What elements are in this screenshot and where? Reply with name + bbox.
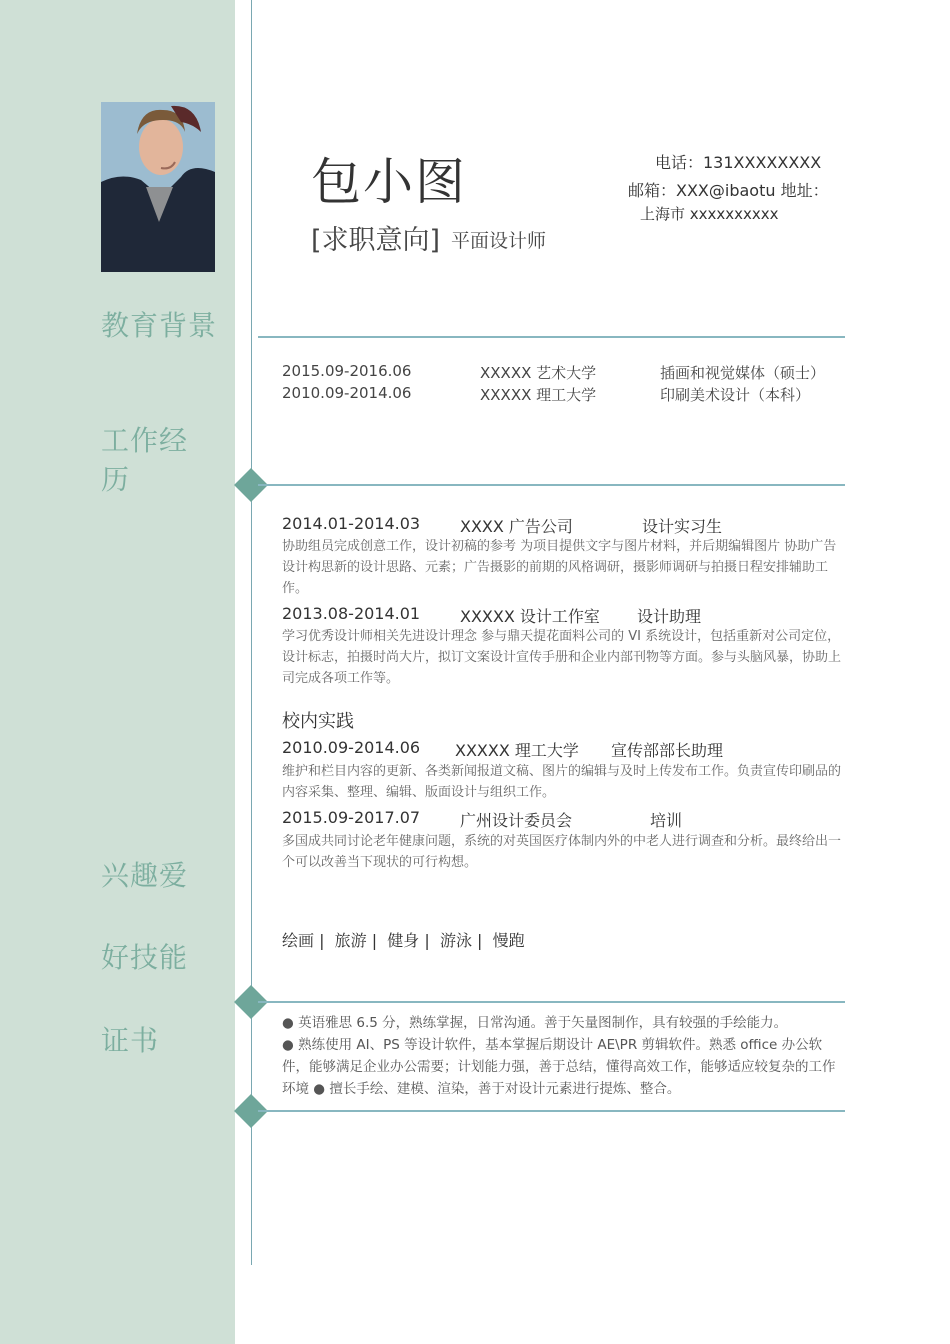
campus-role: 宣传部部长助理 bbox=[611, 741, 724, 760]
campus-role: 培训 bbox=[650, 811, 683, 830]
campus-period: 2015.09-2017.07 bbox=[282, 808, 421, 827]
campus-org: XXXXX 理工大学 bbox=[455, 741, 579, 760]
sidebar-interests-label: 兴趣爱 bbox=[101, 859, 189, 892]
work-role: 设计实习生 bbox=[642, 517, 723, 536]
campus-desc: 维护和栏目内容的更新、各类新闻报道文稿、图片的编辑与及时上传发布工作。负责宣传印刷品的内容采集、整理、编辑、版面设计与组织工作。 bbox=[282, 764, 842, 800]
work-company: XXXX 广告公司 bbox=[460, 517, 573, 536]
work-period: 2014.01-2014.03 bbox=[282, 514, 421, 533]
interests-list: 绘画 | 旅游 | 健身 | 游泳 | 慢跑 bbox=[282, 931, 525, 950]
skills-line2: ● 熟练使用 AI、PS 等设计软件，基本掌握后期设计 AE\PR 剪辑软件。熟悉 office 办公软件，能够满足企业办公需要；计划能力强，善于总结，懂得高效工作，能够适应较复杂的工作环境 ● 擅长手绘、建模、渲染，善于对设计元素进行提炼、整合。 bbox=[282, 1037, 836, 1097]
sidebar-skills-label: 好技能 bbox=[101, 941, 189, 974]
work-period: 2013.08-2014.01 bbox=[282, 604, 421, 623]
divider-skills bbox=[258, 1001, 845, 1003]
sidebar-work-label-line1: 工作经 bbox=[101, 424, 189, 457]
edu-major: 插画和视觉媒体（硕士） bbox=[660, 364, 826, 382]
sidebar-work-label-line2: 历 bbox=[101, 463, 131, 496]
sidebar-cert-label: 证书 bbox=[101, 1024, 160, 1057]
divider-work bbox=[258, 484, 845, 486]
edu-period: 2015.09-2016.06 bbox=[282, 362, 412, 380]
edu-school: XXXXX 理工大学 bbox=[480, 386, 597, 404]
campus-period: 2010.09-2014.06 bbox=[282, 738, 421, 757]
avatar bbox=[101, 102, 215, 272]
work-desc: 协助组员完成创意工作，设计初稿的参考 为项目提供文字与图片材料，并后期编辑图片 协助广告设计构思新的设计思路、元素；广告摄影的前期的风格调研，摄影师调研与拍摄日程安排辅助工作。 bbox=[282, 539, 837, 596]
sidebar-education-label: 教育背景 bbox=[101, 309, 218, 342]
work-desc: 学习优秀设计师相关先进设计理念 参与鼎天提花面料公司的 VI 系统设计，包括重新对公司定位，设计标志，拍摄时尚大片，拟订文案设计宣传手册和企业内部刊物等方面。参与头脑风暴，协助上司完成各项工作等。 bbox=[282, 629, 842, 686]
divider-education bbox=[258, 336, 845, 338]
intent-label: [求职意向] bbox=[311, 225, 441, 256]
skills-line1: ● 英语雅思 6.5 分，熟练掌握，日常沟通。善于矢量图制作，具有较强的手绘能力。 bbox=[282, 1015, 788, 1031]
candidate-name: 包小图 bbox=[311, 153, 467, 211]
divider-end bbox=[258, 1110, 845, 1112]
edu-period: 2010.09-2014.06 bbox=[282, 384, 412, 402]
contact-address-city: 上海市 xxxxxxxxxx bbox=[640, 205, 779, 223]
timeline-vertical-line bbox=[251, 0, 252, 1265]
work-role: 设计助理 bbox=[637, 607, 702, 626]
profile-photo bbox=[101, 102, 215, 272]
edu-major: 印刷美术设计（本科） bbox=[660, 386, 811, 404]
contact-email-address: 邮箱：XXX@ibaotu 地址： bbox=[628, 181, 829, 200]
campus-desc: 多国成共同讨论老年健康问题，系统的对英国医疗体制内外的中老人进行调查和分析。最终给出一个可以改善当下现状的可行构想。 bbox=[282, 834, 842, 870]
intent-value: 平面设计师 bbox=[451, 230, 547, 252]
contact-phone: 电话：131XXXXXXXX bbox=[655, 153, 822, 172]
campus-title: 校内实践 bbox=[282, 711, 354, 732]
work-company: XXXXX 设计工作室 bbox=[460, 607, 600, 626]
campus-org: 广州设计委员会 bbox=[460, 811, 573, 830]
edu-school: XXXXX 艺术大学 bbox=[480, 364, 597, 382]
